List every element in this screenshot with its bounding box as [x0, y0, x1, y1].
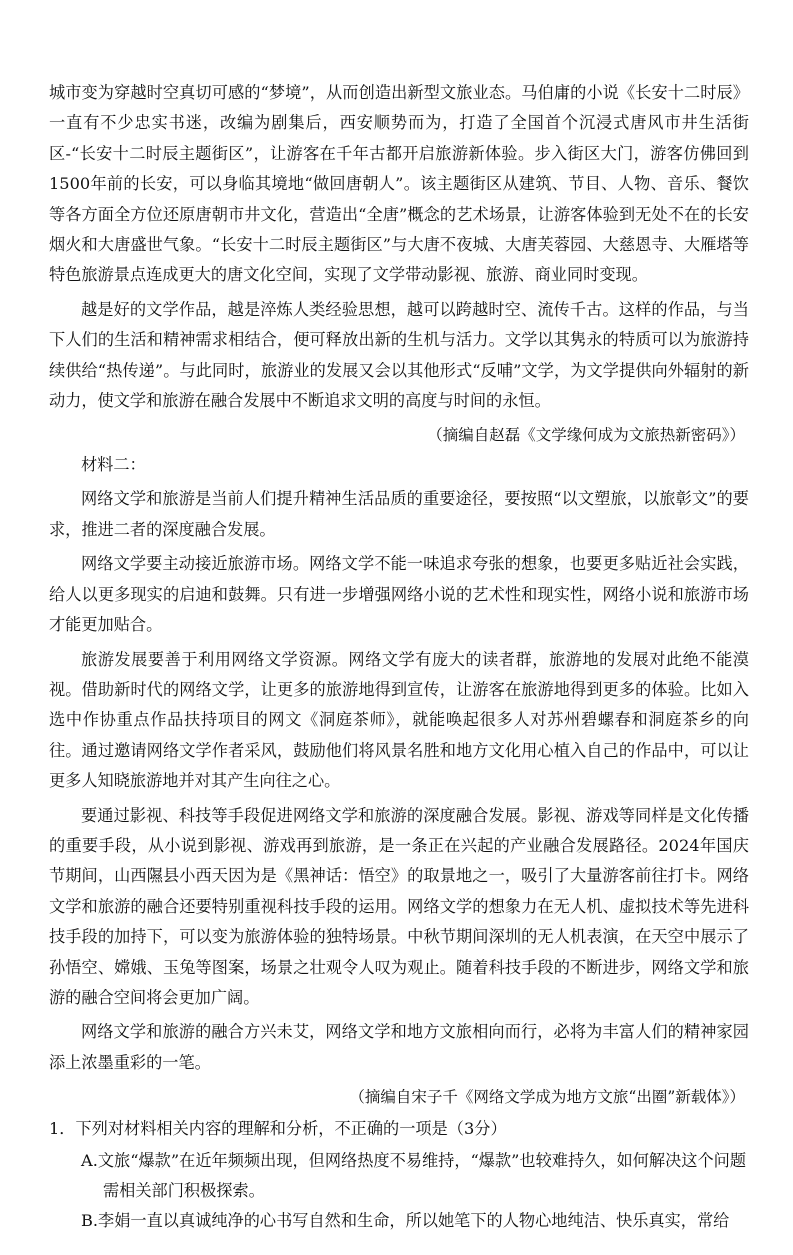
material-2-paragraph-5: 网络文学和旅游的融合方兴未艾，网络文学和地方文旅相向而行，必将为丰富人们的精神家园添上浓墨重彩的一笔。 [49, 1022, 749, 1072]
option-a: A.文旅“爆款”在近年频频出现，但网络热度不易维持，“爆款”也较难持久，如何解决这个问题需相关部门积极探索。 [81, 1151, 747, 1201]
material-2-paragraph-4: 要通过影视、科技等手段促进网络文学和旅游的深度融合发展。影视、游戏等同样是文化传播的重要手段，从小说到影视、游戏再到旅游，是一条正在兴起的产业融合发展路径。2024年国庆节期间，山西隰县小西天因为是《黑神话：悟空》的取景地之一，吸引了大量游客前往打卡。网络文学和旅游的融合还要特别重视科技手段的运用。网络文学的想象力在无人机、虚拟技术等先进科技手段的加持下，可以变为旅游体验的独特场景。中秋节期间深圳的无人机表演，在天空中展示了孙悟空、嫦娥、玉兔等图案，场景之壮观令人叹为观止。随着科技手段的不断进步，网络文学和旅游的融合空间将会更加广阔。 [49, 805, 749, 1007]
source-citation-2: （摘编自宋子千《网络文学成为地方文旅“出圈”新载体》） [349, 1088, 745, 1107]
material-2-label: 材料二： [81, 455, 146, 475]
source-citation-1: （摘编自赵磊《文学缘何成为文旅热新密码》） [427, 426, 745, 445]
material-2-paragraph-3: 旅游发展要善于利用网络文学资源。网络文学有庞大的读者群，旅游地的发展对此绝不能漠视。借助新时代的网络文学，让更多的旅游地得到宣传，让游客在旅游地得到更多的体验。比如入选中作协重点作品扶持项目的网文《洞庭茶师》，就能唤起很多人对苏州碧螺春和洞庭茶乡的向往。通过邀请网络文学作者采风，鼓励他们将风景名胜和地方文化用心植入自己的作品中，可以让更多人知晓旅游地并对其产生向往之心。 [49, 649, 749, 791]
material-2-paragraph-2: 网络文学要主动接近旅游市场。网络文学不能一味追求夸张的想象，也要更多贴近社会实践，给人以更多现实的启迪和鼓舞。只有进一步增强网络小说的艺术性和现实性，网络小说和旅游市场才能更加贴合。 [49, 554, 749, 635]
document-body [49, 78, 749, 1236]
paragraph-top-1: 城市变为穿越时空真切可感的“梦境”，从而创造出新型文旅业态。马伯庸的小说《长安十二时辰》一直有不少忠实书迷，改编为剧集后，西安顺势而为，打造了全国首个沉浸式唐风市井生活街区-“长安十二时辰主题街区”，让游客在千年古都开启旅游新体验。步入街区大门，游客仿佛回到1500年前的长安，可以身临其境地“做回唐朝人”。该主题街区从建筑、节目、人物、音乐、餐饮等各方面全方位还原唐朝市井文化，营造出“全唐”概念的艺术场景，让游客体验到无处不在的长安烟火和大唐盛世气象。“长安十二时辰主题街区”与大唐不夜城、大唐芙蓉园、大慈恩寺、大雁塔等特色旅游景点连成更大的唐文化空间，实现了文学带动影视、旅游、商业同时变现。 [49, 83, 749, 285]
option-b: B.李娟一直以真诚纯净的心书写自然和生命，所以她笔下的人物心地纯洁、快乐真实，常给 [81, 1211, 730, 1231]
question-1-options [65, 1146, 749, 1236]
material-2-paragraph-1: 网络文学和旅游是当前人们提升精神生活品质的重要途径，要按照“以文塑旅，以旅彰文”的要求，推进二者的深度融合发展。 [49, 489, 749, 539]
question-1: 1．下列对材料相关内容的理解和分析，不正确的一项是（3分） [49, 1119, 507, 1139]
paragraph-top-2: 越是好的文学作品，越是淬炼人类经验思想，越可以跨越时空、流传千古。这样的作品，与当下人们的生活和精神需求相结合，便可释放出新的生机与活力。文学以其隽永的特质可以为旅游持续供给“热传递”。与此同时，旅游业的发展又会以其他形式“反哺”文学，为文学提供向外辐射的新动力，使文学和旅游在融合发展中不断追求文明的高度与时间的永恒。 [49, 299, 749, 411]
